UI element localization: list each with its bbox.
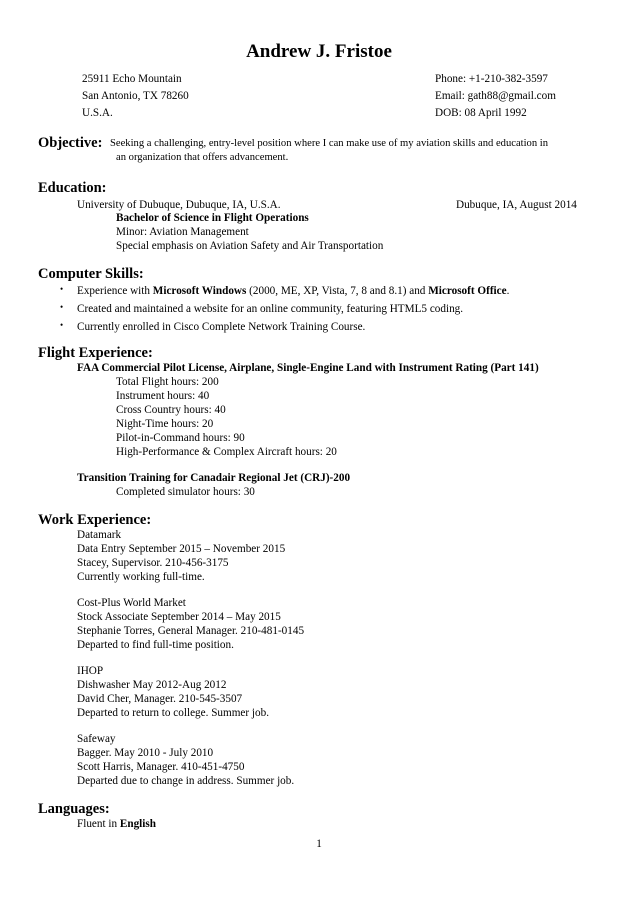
skills-item-3: Currently enrolled in Cisco Complete Network Training Course. [77, 321, 366, 333]
education-emphasis: Special emphasis on Aviation Safety and Air Transportation [116, 240, 384, 252]
education-minor: Minor: Aviation Management [116, 226, 249, 238]
job-employer: IHOP [77, 665, 104, 677]
education-date: Dubuque, IA, August 2014 [456, 199, 577, 211]
flight-hours-item: Pilot-in-Command hours: 90 [116, 432, 245, 444]
job-employer: Datamark [77, 529, 122, 541]
flight-hours-item: Instrument hours: 40 [116, 390, 210, 402]
skills-item-1-text-mid: (2000, ME, XP, Vista, 7, 8 and 8.1) and [246, 285, 429, 297]
job-contact: Stephanie Torres, General Manager. 210-481-0145 [77, 625, 305, 637]
languages-text: Fluent in [77, 818, 120, 830]
languages-line [77, 818, 156, 831]
email: Email: gath88@gmail.com [435, 90, 556, 102]
objective-heading: Objective: [38, 135, 103, 151]
skills-item-1-bold-office: Microsoft Office [428, 285, 507, 297]
flight-hours-item: Night-Time hours: 20 [116, 418, 214, 430]
job-status: Currently working full-time. [77, 571, 205, 583]
flight-simulator: Completed simulator hours: 30 [116, 486, 255, 498]
education-heading: Education: [38, 180, 107, 196]
education-school: University of Dubuque, Dubuque, IA, U.S.A. [77, 199, 281, 211]
job-status: Departed to return to college. Summer job. [77, 707, 269, 719]
resume-name: Andrew J. Fristoe [246, 41, 392, 62]
flight-transition: Transition Training for Canadair Regional Jet (CRJ)-200 [77, 472, 351, 484]
page-number: 1 [316, 838, 322, 850]
flight-hours-item: Cross Country hours: 40 [116, 404, 226, 416]
flight-hours-item: High-Performance & Complex Aircraft hours: 20 [116, 446, 337, 458]
skills-item-2: Created and maintained a website for an online community, featuring HTML5 coding. [77, 303, 464, 315]
objective-line-1: Seeking a challenging, entry-level position where I can make use of my aviation skills and education in [110, 138, 549, 149]
job-title-dates: Data Entry September 2015 – November 2015 [77, 543, 286, 555]
job-status: Departed to find full-time position. [77, 639, 234, 651]
phone: Phone: +1-210-382-3597 [435, 73, 548, 85]
address-line-3: U.S.A. [82, 107, 113, 119]
objective-line-2: an organization that offers advancement. [116, 152, 289, 163]
bullet-icon: • [60, 284, 64, 294]
job-contact: Stacey, Supervisor. 210-456-3175 [77, 557, 229, 569]
flight-heading: Flight Experience: [38, 345, 153, 361]
skills-item-1 [77, 285, 509, 298]
bullet-icon: • [60, 302, 64, 312]
dob: DOB: 08 April 1992 [435, 107, 527, 119]
skills-item-1-bold-windows: Microsoft Windows [152, 285, 247, 297]
bullet-icon: • [60, 320, 64, 330]
job-employer: Cost-Plus World Market [77, 597, 186, 609]
skills-heading: Computer Skills: [38, 266, 144, 282]
work-heading: Work Experience: [38, 512, 152, 528]
job-employer: Safeway [77, 733, 116, 745]
job-status: Departed due to change in address. Summer job. [77, 775, 295, 787]
job-contact: David Cher, Manager. 210-545-3507 [77, 693, 243, 705]
skills-item-1-text: Experience with [77, 285, 153, 297]
job-title-dates: Bagger. May 2010 - July 2010 [77, 747, 214, 759]
job-title-dates: Dishwasher May 2012-Aug 2012 [77, 679, 227, 691]
skills-item-1-text-end: . [506, 285, 510, 297]
languages-heading: Languages: [38, 801, 110, 817]
flight-hours-item: Total Flight hours: 200 [116, 376, 219, 388]
address-line-2: San Antonio, TX 78260 [82, 90, 189, 102]
job-title-dates: Stock Associate September 2014 – May 2015 [77, 611, 281, 623]
address-line-1: 25911 Echo Mountain [82, 73, 182, 85]
education-degree: Bachelor of Science in Flight Operations [116, 212, 309, 224]
flight-license: FAA Commercial Pilot License, Airplane, Single-Engine Land with Instrument Rating (Part 141) [77, 362, 539, 374]
job-contact: Scott Harris, Manager. 410-451-4750 [77, 761, 245, 773]
languages-bold-english: English [119, 818, 156, 830]
